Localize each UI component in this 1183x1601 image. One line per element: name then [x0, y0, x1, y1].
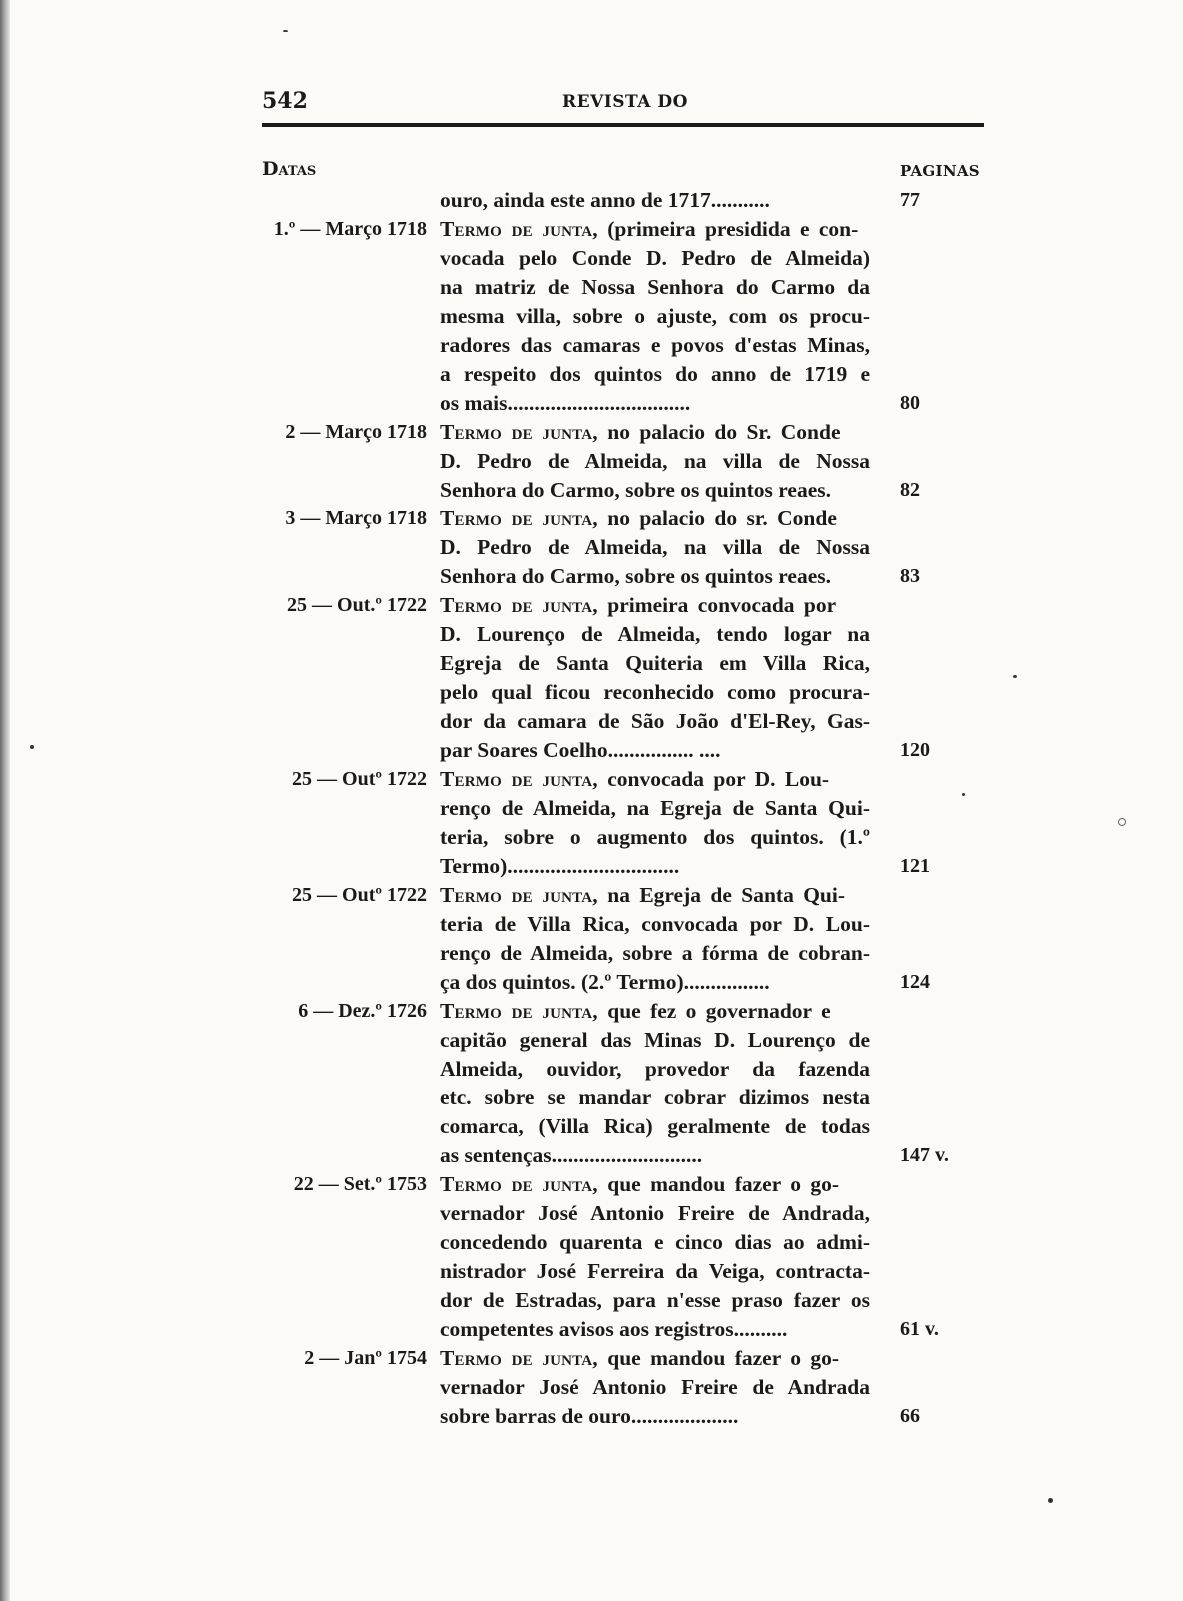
entry-lead: Termo de junta,: [440, 1346, 598, 1370]
entry-date: 25 — Outº 1722: [292, 768, 427, 790]
pages-column-heading: PAGINAS: [900, 162, 980, 180]
entry-text-line: par Soares Coelho................ ....: [440, 738, 721, 763]
entry-text-line: competentes avisos aos registros..........: [440, 1317, 788, 1342]
entry-text-line: na matriz de Nossa Senhora do Carmo da: [440, 274, 870, 299]
entry-date: 25 — Out.º 1722: [287, 594, 427, 617]
entry-text-line: dor da camara de São João d'El-Rey, Gas-: [440, 709, 870, 734]
header-rule: [262, 123, 984, 127]
entry-text-line: vernador José Antonio Freire de Andrada,: [440, 1201, 870, 1226]
entry-text-line: as sentenças............................: [440, 1143, 703, 1168]
entry-date: 1.º — Março 1718: [273, 217, 427, 240]
entry-text-line: vocada pelo Conde D. Pedro de Almeida): [440, 245, 870, 270]
entry-text-line: capitão general das Minas D. Lourenço de: [440, 1027, 870, 1052]
entry-date: 22 — Set.º 1753: [293, 1173, 427, 1196]
print-speck: [962, 793, 965, 796]
entry-page-number: 147 v.: [900, 1144, 949, 1167]
entry-text-line: [440, 591, 870, 619]
entry-lead: Termo de junta,: [440, 998, 598, 1023]
entry-page-number: 83: [900, 565, 920, 588]
entry-text-line: [440, 881, 870, 909]
entry-text-line: mesma villa, sobre o ajuste, com os procu-: [440, 303, 870, 328]
print-speck: [1013, 675, 1017, 678]
entry-lead: Termo de junta,: [440, 882, 598, 907]
entry-text: (primeira presidida e con-: [597, 216, 859, 241]
entry-date: 3 — Março 1718: [285, 507, 427, 530]
entry-page-number: 77: [900, 189, 920, 211]
entry-page-number: 124: [900, 970, 930, 993]
entry-page-number: 80: [900, 391, 920, 414]
entry-text-line: D. Lourenço de Almeida, tendo logar na: [440, 622, 870, 647]
entry-lead: Termo de junta,: [440, 767, 598, 791]
entry-text-line: [440, 418, 870, 446]
entry-text-line: comarca, (Villa Rica) geralmente de todas: [440, 1114, 870, 1139]
entry-text-line: sobre barras de ouro....................: [440, 1403, 739, 1428]
entry-text-line: etc. sobre se mandar cobrar dizimos nesta: [440, 1085, 870, 1110]
entry-lead: Termo de junta,: [440, 506, 598, 531]
entry-text-line: ça dos quintos. (2.º Termo)................: [440, 969, 770, 994]
entry-text-line: ouro, ainda este anno de 1717...........: [440, 188, 770, 212]
entry-lead: Termo de junta,: [440, 216, 598, 241]
entry-text: na Egreja de Santa Qui-: [597, 882, 846, 907]
entry-text: no palacio do sr. Conde: [597, 506, 837, 531]
running-head: [262, 88, 984, 118]
print-speck: [1048, 1498, 1053, 1503]
entry-lead: Termo de junta,: [440, 1172, 598, 1197]
entry-text-line: [440, 504, 870, 532]
entry-text-line: concedendo quarenta e cinco dias ao admi-: [440, 1230, 870, 1255]
entry-page-number: 121: [900, 854, 930, 877]
entry-text-line: vernador José Antonio Freire de Andrada: [440, 1374, 870, 1399]
print-speck: [30, 745, 34, 749]
entry-text-line: D. Pedro de Almeida, na villa de Nossa: [440, 448, 870, 473]
entry-lead: Termo de junta,: [440, 593, 598, 618]
entry-text-line: radores das camaras e povos d'estas Minas,: [440, 332, 870, 357]
running-title: REVISTA DO: [562, 92, 688, 112]
entry-text-line: [440, 997, 870, 1025]
entry-page-number: 66: [900, 1404, 920, 1427]
entry-text-line: [440, 765, 870, 793]
entry-page-number: 61 v.: [900, 1318, 939, 1341]
entry-text-line: nistrador José Ferreira da Veiga, contracta-: [440, 1259, 870, 1284]
entry-lead: Termo de junta,: [440, 419, 598, 444]
entry-page-number: 120: [900, 739, 930, 762]
entry-text: que mandou fazer o go-: [597, 1346, 840, 1370]
entry-text-line: D. Pedro de Almeida, na villa de Nossa: [440, 535, 870, 560]
entry-text: convocada por D. Lou-: [597, 767, 830, 791]
entry-text-line: a respeito dos quintos do anno de 1719 e: [440, 361, 870, 386]
entry-date: 2 — Março 1718: [285, 420, 427, 443]
entry-text: no palacio do Sr. Conde: [597, 419, 841, 444]
entry-text-line: Egreja de Santa Quiteria em Villa Rica,: [440, 651, 870, 676]
print-speck: [1118, 818, 1126, 826]
entry-date: 25 — Outº 1722: [292, 883, 427, 906]
print-speck: [283, 30, 288, 32]
dates-column-heading: Datas: [262, 158, 317, 180]
entry-text-line: renço de Almeida, sobre a fórma de cobran-: [440, 940, 870, 965]
entry-page-number: 82: [900, 478, 920, 501]
entry-text-line: Senhora do Carmo, sobre os quintos reaes.: [440, 477, 832, 502]
entry-text-line: os mais..................................: [440, 390, 691, 415]
entry-date: 2 — Janº 1754: [304, 1347, 427, 1369]
entry-text-line: dor de Estradas, para n'esse praso fazer os: [440, 1288, 870, 1313]
entry-text-line: [440, 1344, 870, 1372]
entry-date: 6 — Dez.º 1726: [298, 999, 427, 1022]
entry-text-line: Termo)................................: [440, 853, 680, 878]
entry-text-line: [440, 1170, 870, 1198]
entry-text: que mandou fazer o go-: [597, 1172, 840, 1197]
entry-text-line: pelo qual ficou reconhecido como procura-: [440, 680, 870, 705]
entry-text: que fez o governador e: [597, 998, 831, 1023]
entry-text-line: teria, sobre o augmento dos quintos. (1.º: [440, 824, 870, 849]
entry-text-line: Almeida, ouvidor, provedor da fazenda: [440, 1056, 870, 1081]
entry-text: primeira convocada por: [597, 593, 837, 618]
page-number: 542: [262, 88, 308, 114]
entry-text-line: Senhora do Carmo, sobre os quintos reaes.: [440, 564, 832, 589]
entry-text-line: teria de Villa Rica, convocada por D. Lou-: [440, 911, 870, 936]
entry-text-line: renço de Almeida, na Egreja de Santa Qui-: [440, 795, 870, 820]
entry-text-line: [440, 215, 870, 243]
